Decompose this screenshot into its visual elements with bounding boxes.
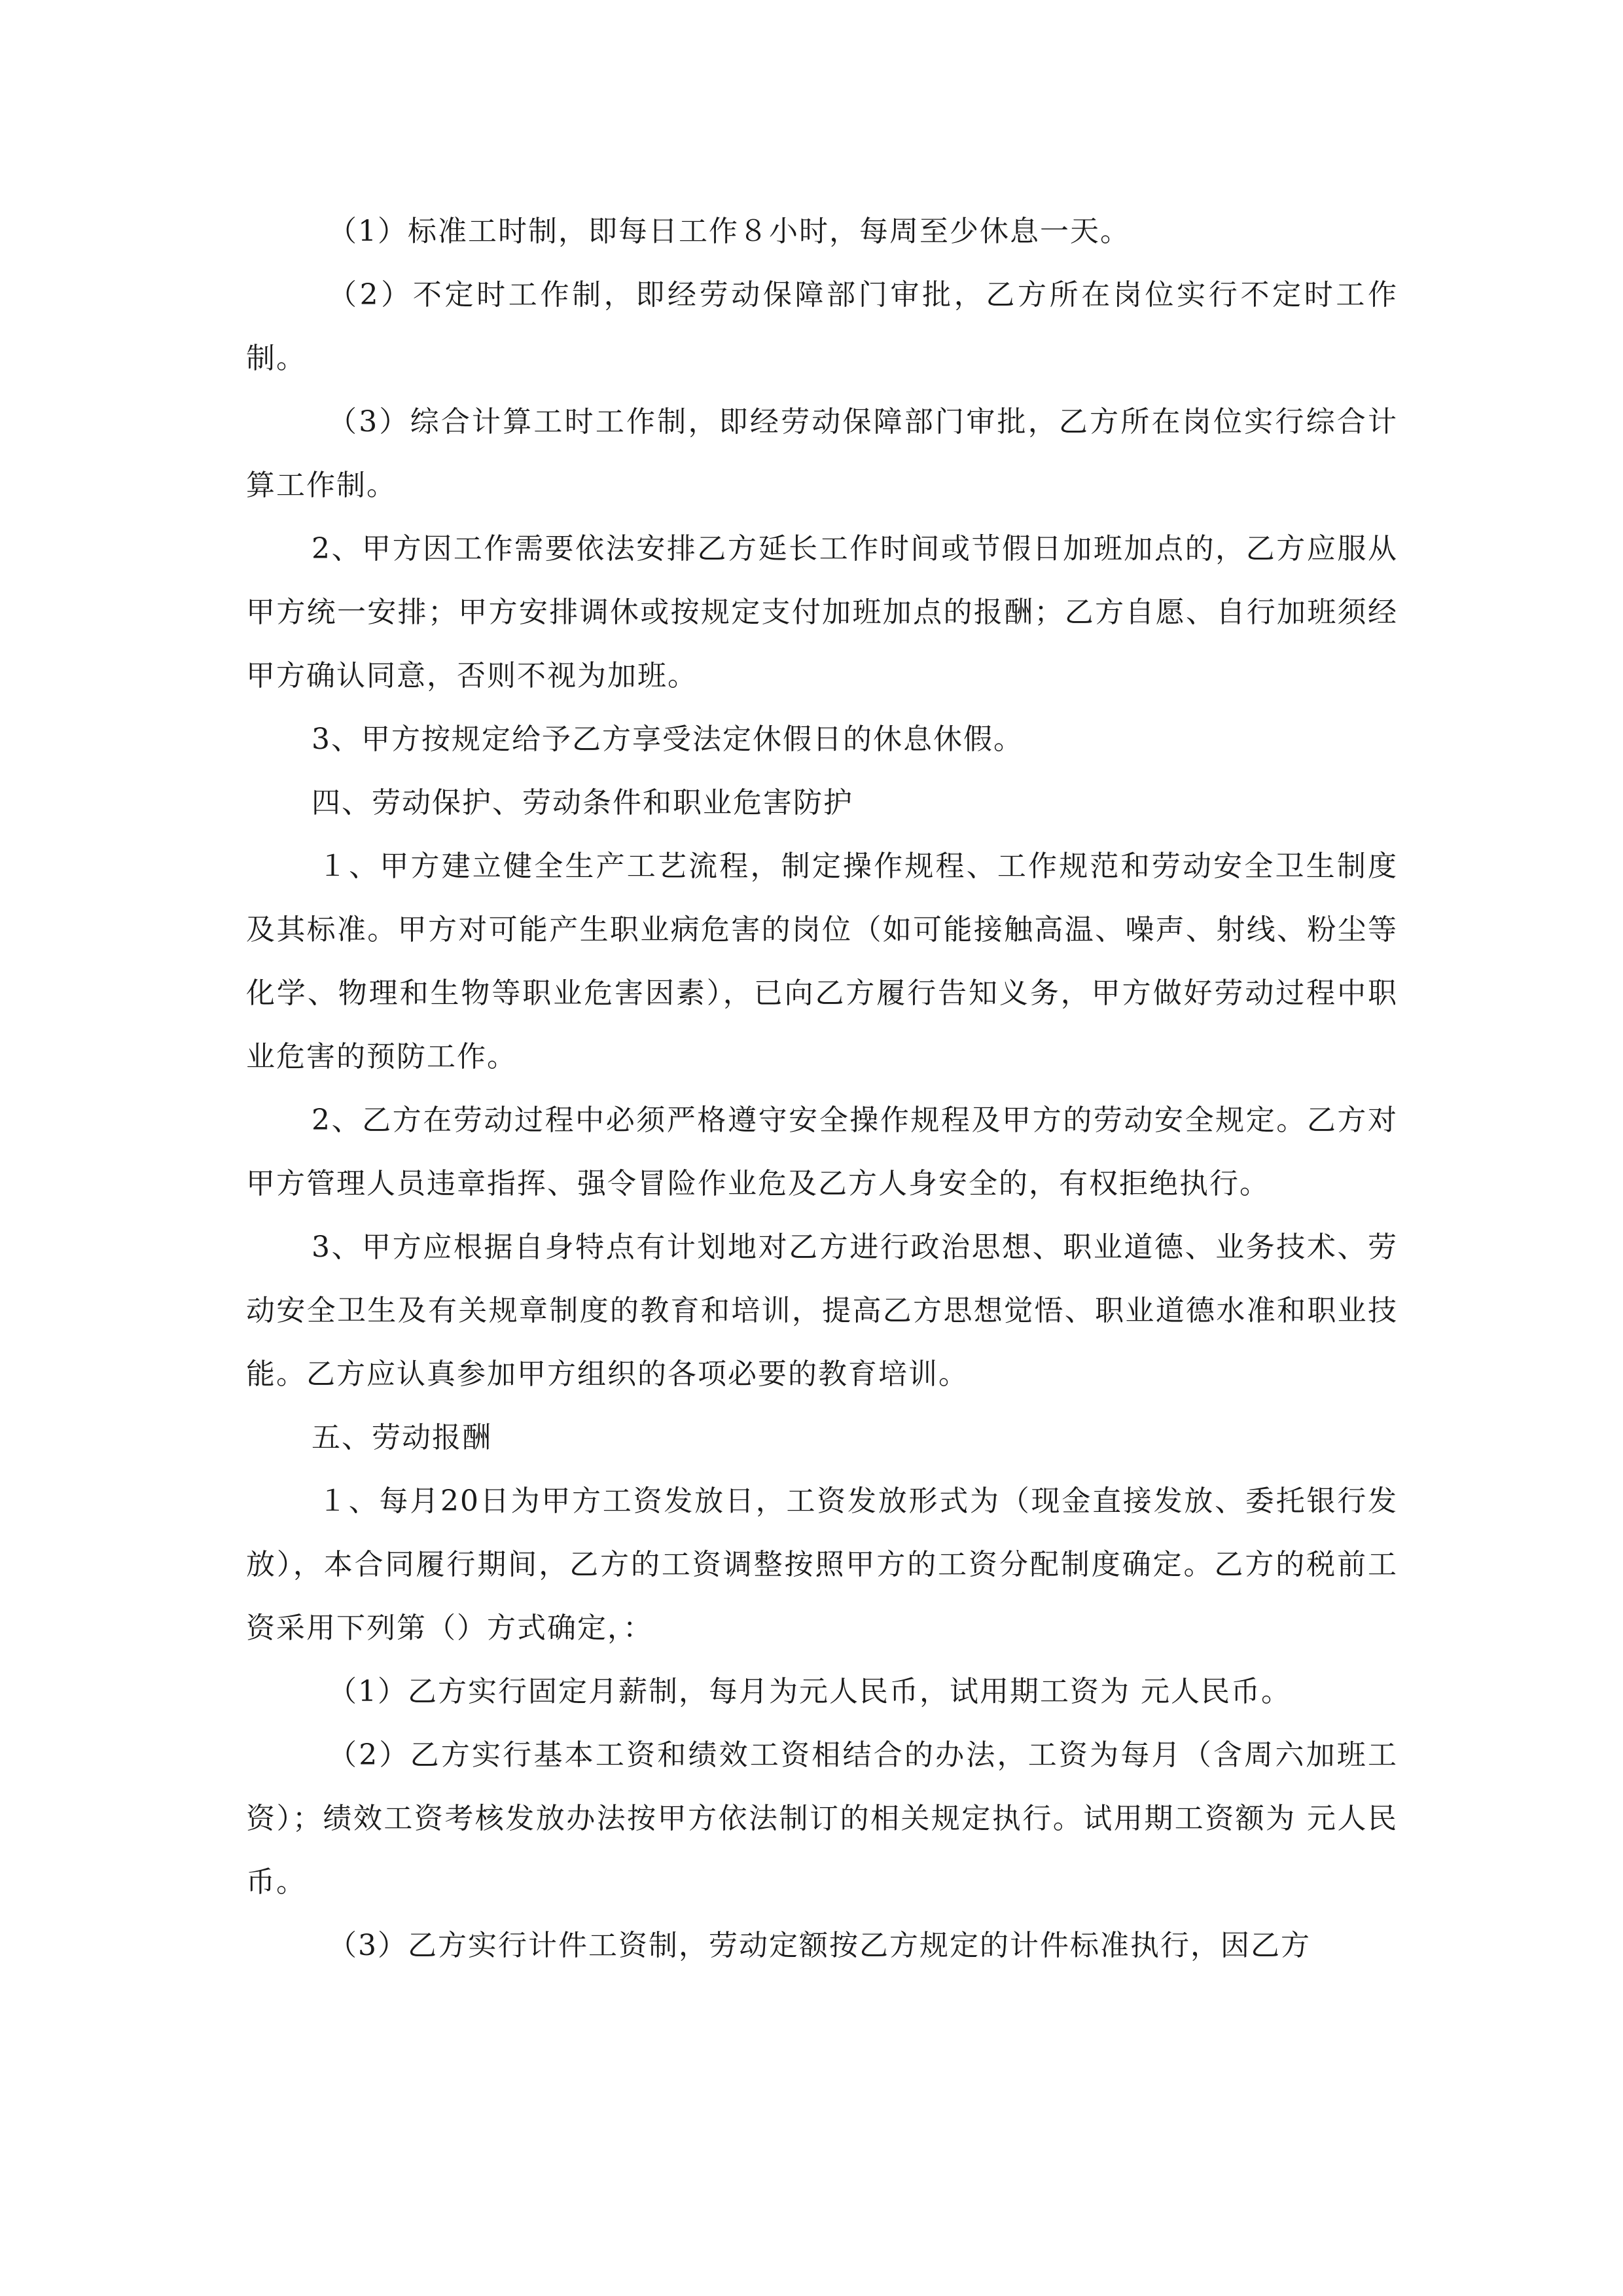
paragraph-standard-hours: （1）标准工时制，即每日工作８小时，每周至少休息一天。 [328,215,1130,248]
section-heading-labor-protection: 四、劳动保护、劳动条件和职业危害防护 [312,786,853,819]
paragraph-flexible-hours: （2）不定时工作制，即经劳动保障部门审批，乙方所在岗位实行不定时工作制。 [246,278,1398,375]
paragraph-comprehensive-hours: （3）综合计算工时工作制，即经劳动保障部门审批，乙方所在岗位实行综合计算工作制。 [246,405,1398,502]
paragraph-payday: １、每月20日为甲方工资发放日，工资发放形式为（现金直接发放、委托银行发放），本合同履行期间，乙方的工资调整按照甲方的工资分配制度确定。乙方的税前工资采用下列第（）方式确定，： [246,1484,1398,1645]
paragraph-overtime: 2、甲方因工作需要依法安排乙方延长工作时间或节假日加班加点的，乙方应服从甲方统一安排；甲方安排调休或按规定支付加班加点的报酬；乙方自愿、自行加班须经甲方确认同意，否则不视为加班。 [246,532,1398,692]
section-heading-remuneration: 五、劳动报酬 [312,1421,492,1454]
paragraph-base-plus-performance: （2）乙方实行基本工资和绩效工资相结合的办法，工资为每月（含周六加班工资）；绩效工资考核发放办法按甲方依法制订的相关规定执行。试用期工资额为 元人民币。 [246,1738,1398,1899]
paragraph-statutory-holidays: 3、甲方按规定给予乙方享受法定休假日的休息休假。 [312,723,1024,756]
paragraph-piecework: （3）乙方实行计件工资制，劳动定额按乙方规定的计件标准执行，因乙方 [328,1929,1311,1962]
paragraph-training: 3、甲方应根据自身特点有计划地对乙方进行政治思想、职业道德、业务技术、劳动安全卫生及有关规章制度的教育和培训，提高乙方思想觉悟、职业道德水准和职业技能。乙方应认真参加甲方组织的各项必要的教育培训。 [246,1230,1398,1391]
paragraph-safety-compliance: 2、乙方在劳动过程中必须严格遵守安全操作规程及甲方的劳动安全规定。乙方对甲方管理人员违章指挥、强令冒险作业危及乙方人身安全的，有权拒绝执行。 [246,1103,1398,1200]
document-body [246,200,1398,1977]
paragraph-safety-procedures: １、甲方建立健全生产工艺流程，制定操作规程、工作规范和劳动安全卫生制度及其标准。甲方对可能产生职业病危害的岗位（如可能接触高温、噪声、射线、粉尘等化学、物理和生物等职业危害因素），已向乙方履行告知义务，甲方做好劳动过程中职业危害的预防工作。 [246,850,1398,1073]
paragraph-fixed-salary: （1）乙方实行固定月薪制，每月为元人民币，试用期工资为 元人民币。 [328,1675,1291,1708]
